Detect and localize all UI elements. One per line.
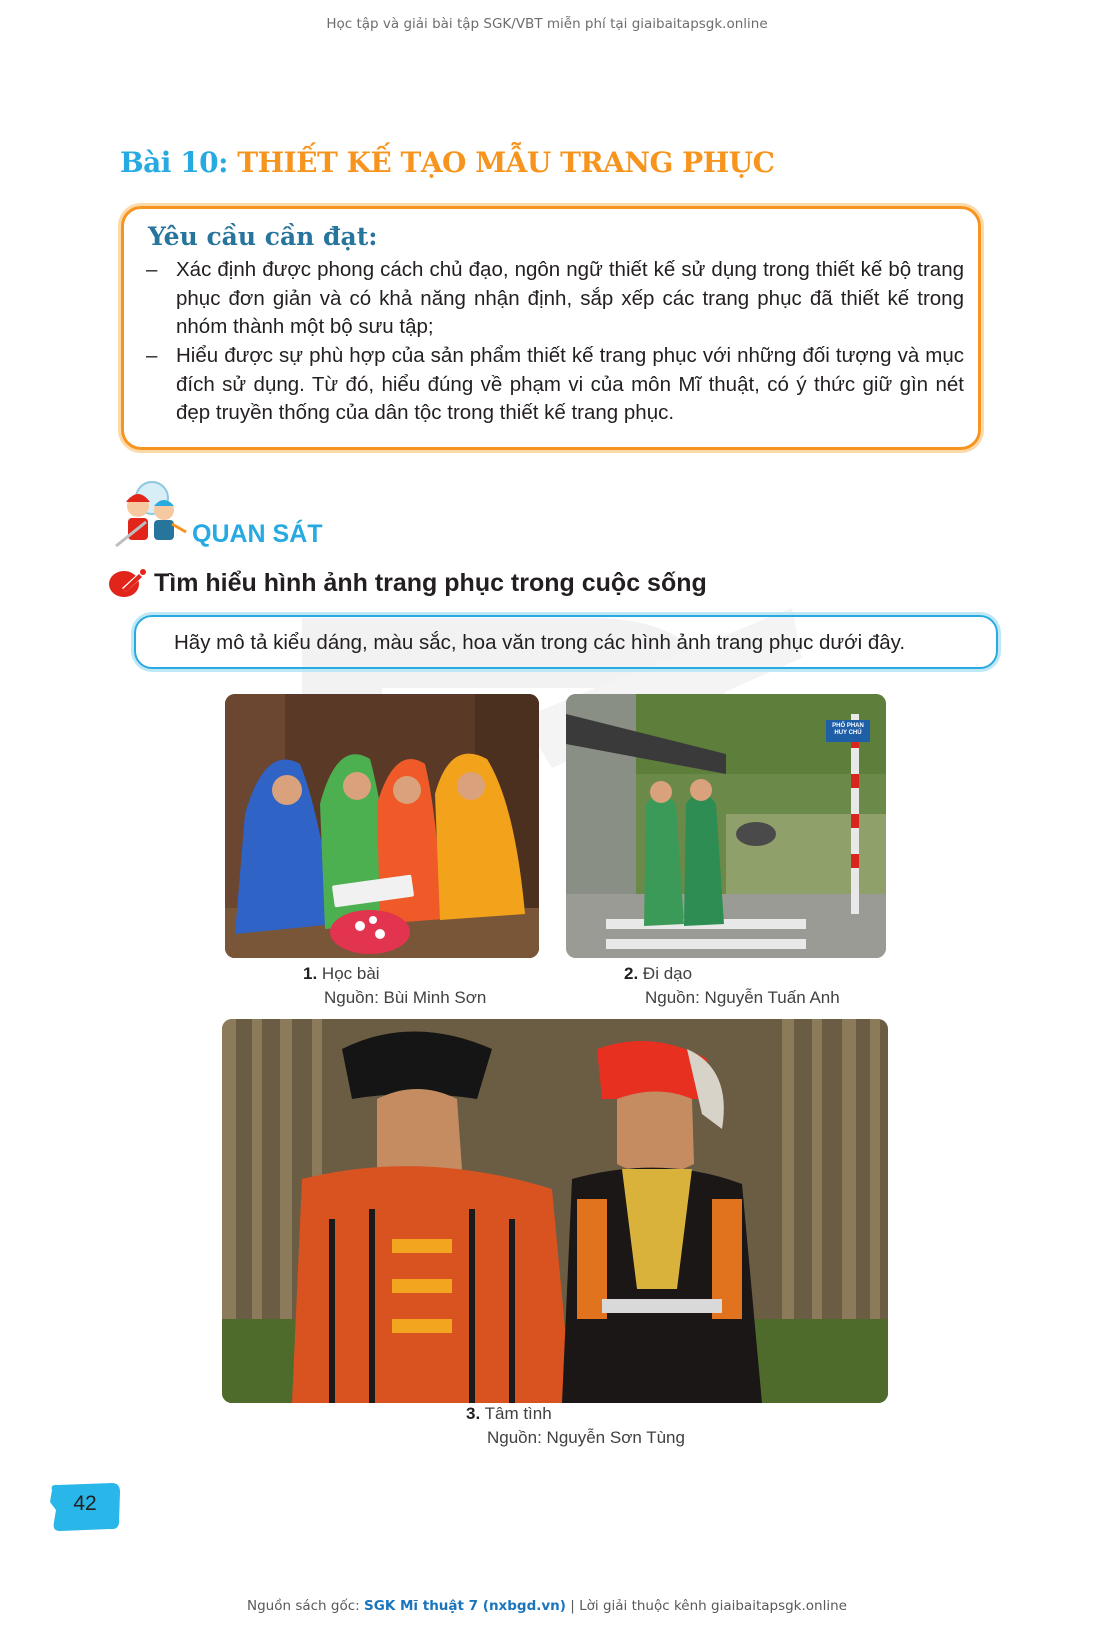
- requirements-heading: Yêu cầu cần đạt:: [148, 222, 378, 251]
- task-prompt: Hãy mô tả kiểu dáng, màu sắc, hoa văn trong các hình ảnh trang phục dưới đây.: [174, 631, 906, 654]
- requirement-text: Hiểu được sự phù hợp của sản phẩm thiết kế trang phục với những đối tượng và mục đích sử dụng. Từ đó, hiểu đúng về phạm vi của môn Mĩ thuật, có ý thức giữ gìn nét đẹp truyền thống của dân tộc trong thiết kế trang phục.: [176, 344, 964, 424]
- lesson-title: [120, 146, 774, 179]
- subsection-title: Tìm hiểu hình ảnh trang phục trong cuộc sống: [154, 569, 707, 597]
- page-number: 42: [73, 1492, 97, 1515]
- street-sign-text: PHỐ PHAN HUY CHÚ: [832, 723, 864, 736]
- activity-pencil-icon: [108, 566, 148, 600]
- footer-book-link[interactable]: SGK Mĩ thuật 7 (nxbgd.vn): [364, 1598, 566, 1614]
- photo-caption-2: [624, 962, 840, 1010]
- requirement-item: [146, 256, 964, 342]
- caption-number: 3.: [466, 1404, 481, 1423]
- lesson-name: THIẾT KẾ TẠO MẪU TRANG PHỤC: [237, 146, 775, 179]
- lesson-number: Bài 10:: [120, 146, 228, 179]
- caption-number: 1.: [303, 964, 318, 983]
- footer-suffix: Lời giải thuộc kênh giaibaitapsgk.online: [579, 1598, 847, 1614]
- caption-title: Đi dạo: [642, 964, 693, 983]
- caption-source: Nguồn: Bùi Minh Sơn: [324, 988, 487, 1007]
- footer-note: [0, 1598, 1094, 1614]
- caption-title: Học bài: [321, 964, 380, 983]
- caption-title: Tâm tình: [484, 1404, 552, 1423]
- photo-caption-3: [466, 1402, 685, 1450]
- caption-number: 2.: [624, 964, 639, 983]
- footer-prefix: Nguồn sách gốc:: [247, 1598, 360, 1614]
- requirement-item: [146, 342, 964, 428]
- section-label: QUAN SÁT: [192, 520, 323, 548]
- photo-studying: [225, 694, 539, 958]
- photo-caption-1: [303, 962, 486, 1010]
- footer-separator: |: [570, 1598, 575, 1614]
- dash-bullet: –: [146, 258, 158, 281]
- caption-source: Nguồn: Nguyễn Tuấn Anh: [645, 988, 840, 1007]
- dash-bullet: –: [146, 344, 158, 367]
- header-note: Học tập và giải bài tập SGK/VBT miễn phí tại giaibaitapsgk.online: [326, 16, 768, 32]
- photo-elderly-couple: [222, 1019, 888, 1403]
- mascot-kids-icon: [112, 476, 190, 552]
- requirement-text: Xác định được phong cách chủ đạo, ngôn ngữ thiết kế sử dụng trong thiết kế bộ trang phục đơn giản và có khả năng nhận định, sắp xếp các trang phục đã thiết kế trong nhóm thành một bộ sưu tập;: [176, 258, 964, 338]
- caption-source: Nguồn: Nguyễn Sơn Tùng: [487, 1428, 685, 1447]
